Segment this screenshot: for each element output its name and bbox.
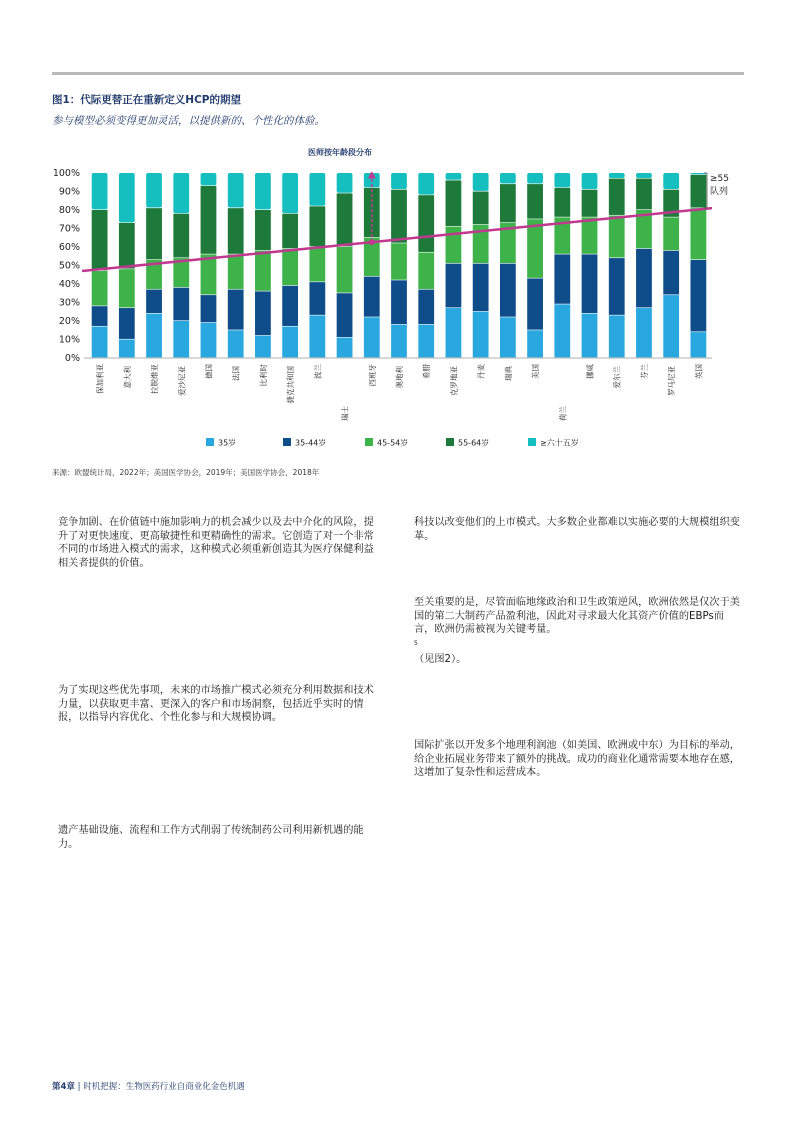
category-label: 意大利 [122, 366, 132, 389]
y-tick-label: 0% [64, 353, 80, 364]
bar-segment [418, 195, 434, 252]
bar-segment [309, 206, 325, 246]
bar-segment [418, 173, 434, 195]
bar-segment [690, 175, 706, 208]
legend-swatch [283, 438, 291, 446]
bar-segment [690, 260, 706, 332]
paragraph-europe-text: 至关重要的是，尽管面临地缘政治和卫生政策逆风，欧洲依然是仅次于美国的第二大制药产品盈利池，因此对寻求最大化其资产价值的EBPs而言，欧洲仍需被视为关键考量。 [414, 597, 740, 635]
bar-segment [527, 184, 543, 219]
bar-segment [500, 264, 516, 317]
bar-segment [663, 217, 679, 250]
bar-segment [337, 193, 353, 246]
bar-segment [337, 293, 353, 337]
bar-segment [527, 330, 543, 357]
category-label: 英国 [694, 364, 704, 379]
arrow-base-dot [369, 239, 375, 245]
bar-segment [609, 258, 625, 315]
legend-swatch [365, 438, 373, 446]
bar-segment [228, 208, 244, 254]
bar-segment [418, 290, 434, 325]
legend-label: 35-44岁 [295, 438, 327, 448]
paragraph-competition: 竞争加剧、在价值链中施加影响力的机会减少以及去中介化的风险，提升了对更快速度、更高敏捷性和更精确性的需求。它创造了对一个非常不同的市场进入模式的需求，这种模式必须重新创造其为医疗保健利益相关者提供的价值。 [58, 517, 374, 569]
category-label: 西班牙 [367, 364, 377, 387]
bar-segment [582, 190, 598, 217]
bar-segment [282, 286, 298, 326]
source-note: 来源：欧盟统计局，2022年；美国医学协会，2019年；美国医学协会，2018年 [52, 468, 320, 477]
bar-segment [255, 173, 271, 209]
legend-swatch [446, 438, 454, 446]
footer-text: | 时机把握：生物医药行业自商业化金色机遇 [74, 1082, 245, 1092]
category-label: 爱尔兰 [612, 366, 622, 389]
bar-segment [582, 217, 598, 253]
bar-segment [473, 192, 489, 225]
bar-segment [282, 327, 298, 358]
bar-segment [282, 214, 298, 249]
bar-segment [92, 210, 108, 270]
category-label: 奥地利 [395, 366, 404, 389]
bar-segment [119, 173, 135, 222]
bar-segment [554, 173, 570, 187]
bar-segment [554, 304, 570, 357]
category-label: 波兰 [313, 364, 323, 379]
bar-segment [391, 243, 407, 279]
bar-segment [201, 295, 217, 322]
bar-segment [446, 308, 462, 357]
bar-segment [146, 314, 162, 358]
bar-segment [364, 277, 380, 317]
bar-segment [690, 332, 706, 357]
cohort-annotation: ≥55 [710, 174, 729, 184]
bar-segment [582, 314, 598, 358]
category-label: 美国 [531, 364, 541, 379]
page-footer [52, 1080, 245, 1092]
bar-segment [146, 290, 162, 313]
bar-segment [228, 254, 244, 289]
bar-segment [282, 249, 298, 285]
bar-segment [582, 254, 598, 313]
category-label: 德国 [204, 364, 214, 379]
legend-label: 45-54岁 [377, 438, 409, 448]
category-label: 保加利亚 [95, 364, 105, 394]
bar-segment [391, 173, 407, 189]
bar-segment [92, 173, 108, 209]
bar-segment [582, 173, 598, 189]
bar-segment [255, 251, 271, 291]
bar-segment [92, 271, 108, 306]
bar-segment [119, 308, 135, 339]
bar-segment [418, 325, 434, 358]
bar-segment [119, 223, 135, 269]
category-label: 罗马尼亚 [667, 366, 677, 396]
category-label: 比利时 [258, 364, 268, 387]
bar-segment [663, 173, 679, 189]
chart-title: 医师按年龄段分布 [308, 148, 372, 157]
footnote-ref: 5 [414, 639, 418, 647]
bar-segment [119, 340, 135, 358]
bar-segment [554, 188, 570, 217]
category-label: 希腊 [422, 364, 432, 379]
cohort-annotation: 队列 [710, 187, 729, 197]
legend-swatch [528, 438, 536, 446]
legend-label: 55-64岁 [458, 438, 490, 448]
footer-chapter: 第4章 [52, 1082, 75, 1092]
top-rule [52, 72, 744, 75]
bar-segment [391, 190, 407, 243]
bar-segment [446, 180, 462, 226]
category-label: 捷克共和国 [286, 366, 296, 404]
bar-segment [337, 338, 353, 358]
figure-subtitle: 参与模型必须变得更加灵活，以提供新的、个性化的体验。 [52, 115, 325, 127]
bar-segment [201, 186, 217, 254]
bar-segment [92, 306, 108, 326]
category-label: 荷兰 [558, 406, 568, 421]
bar-segment [527, 219, 543, 278]
bar-segment [255, 291, 271, 335]
paragraph-europe [414, 596, 740, 667]
bar-segment [446, 173, 462, 180]
bar-segment [337, 173, 353, 193]
bar-segment [201, 254, 217, 294]
paragraph-technology: 科技以改变他们的上市模式。大多数企业都难以实施必要的大规模组织变革。 [414, 517, 740, 542]
bar-segment [609, 179, 625, 215]
bar-segment [228, 290, 244, 330]
y-tick-label: 40% [58, 279, 80, 290]
bar-segment [255, 336, 271, 358]
bar-segment [201, 173, 217, 185]
paragraph-legacy: 遗产基础设施、流程和工作方式削弱了传统制药公司利用新机遇的能力。 [58, 825, 364, 850]
bar-segment [527, 173, 543, 184]
bar-segment [636, 179, 652, 210]
bar-segment [309, 247, 325, 282]
figure-reference: （见图2）。 [414, 654, 467, 666]
y-tick-label: 30% [58, 297, 80, 309]
y-tick-label: 80% [58, 205, 80, 216]
bar-segment [663, 251, 679, 295]
bar-segment [282, 173, 298, 213]
category-label: 瑞典 [503, 366, 513, 381]
bar-segment [500, 173, 516, 184]
bar-segment [173, 321, 189, 357]
bar-segment [663, 295, 679, 357]
category-label: 挪威 [585, 364, 595, 379]
bar-segment [228, 173, 244, 208]
bar-segment [146, 208, 162, 259]
bar-segment [309, 173, 325, 206]
bar-segment [337, 247, 353, 293]
category-label: 拉脱维亚 [150, 364, 160, 394]
bar-segment [500, 317, 516, 357]
bar-segment [418, 253, 434, 289]
y-tick-label: 70% [58, 223, 80, 235]
bar-segment [690, 173, 706, 174]
bar-segment [473, 264, 489, 312]
bar-segment [473, 312, 489, 358]
bar-segment [636, 308, 652, 357]
bar-segment [309, 315, 325, 357]
bar-segment [92, 327, 108, 358]
bar-segment [391, 280, 407, 324]
figure-title: 图1：代际更替正在重新定义HCP的期望 [52, 94, 241, 106]
bar-segment [146, 173, 162, 208]
bar-segment [446, 227, 462, 263]
category-label: 瑞士 [340, 406, 350, 421]
bar-segment [636, 173, 652, 178]
bar-segment [690, 208, 706, 259]
age-distribution-chart [0, 140, 794, 460]
bar-segment [500, 184, 516, 222]
legend-label: ≥六十五岁 [540, 438, 579, 448]
bar-segment [309, 282, 325, 315]
bar-segment [173, 214, 189, 258]
bar-segment [255, 210, 271, 250]
y-tick-label: 60% [58, 242, 80, 253]
bar-segment [609, 173, 625, 178]
bar-segment [173, 288, 189, 321]
y-tick-label: 100% [52, 168, 80, 179]
bar-segment [527, 278, 543, 329]
bar-segment [446, 264, 462, 308]
bar-segment [391, 325, 407, 358]
category-label: 爱沙尼亚 [177, 366, 187, 396]
paragraph-priorities: 为了实现这些优先事项，未来的市场推广模式必须充分利用数据和技术力量，以获取更丰富、更深入的客户和市场洞察，包括近乎实时的情报，以指导内容优化、个性化参与和大规模协调。 [58, 685, 374, 723]
paragraph-expansion: 国际扩张以开发多个地理利润池（如美国、欧洲或中东）为目标的举动，给企业拓展业务带来了额外的挑战。成功的商业化通常需要本地存在感，这增加了复杂性和运营成本。 [414, 740, 740, 778]
y-tick-label: 50% [58, 260, 80, 272]
category-label: 丹麦 [476, 364, 486, 379]
legend-label: 35岁 [218, 438, 237, 448]
bar-segment [228, 330, 244, 357]
category-label: 克罗地亚 [449, 366, 459, 396]
bar-segment [364, 317, 380, 357]
legend-swatch [206, 438, 214, 446]
y-tick-label: 20% [58, 316, 80, 327]
category-label: 芬兰 [639, 364, 649, 379]
y-tick-label: 90% [58, 186, 80, 198]
bar-segment [473, 173, 489, 191]
bar-segment [636, 249, 652, 308]
bar-segment [173, 173, 189, 213]
bar-segment [609, 216, 625, 258]
bar-segment [554, 254, 570, 303]
y-tick-label: 10% [58, 334, 80, 346]
bar-segment [119, 269, 135, 307]
category-label: 法国 [231, 366, 241, 381]
bar-segment [201, 323, 217, 358]
bar-segment [609, 315, 625, 357]
